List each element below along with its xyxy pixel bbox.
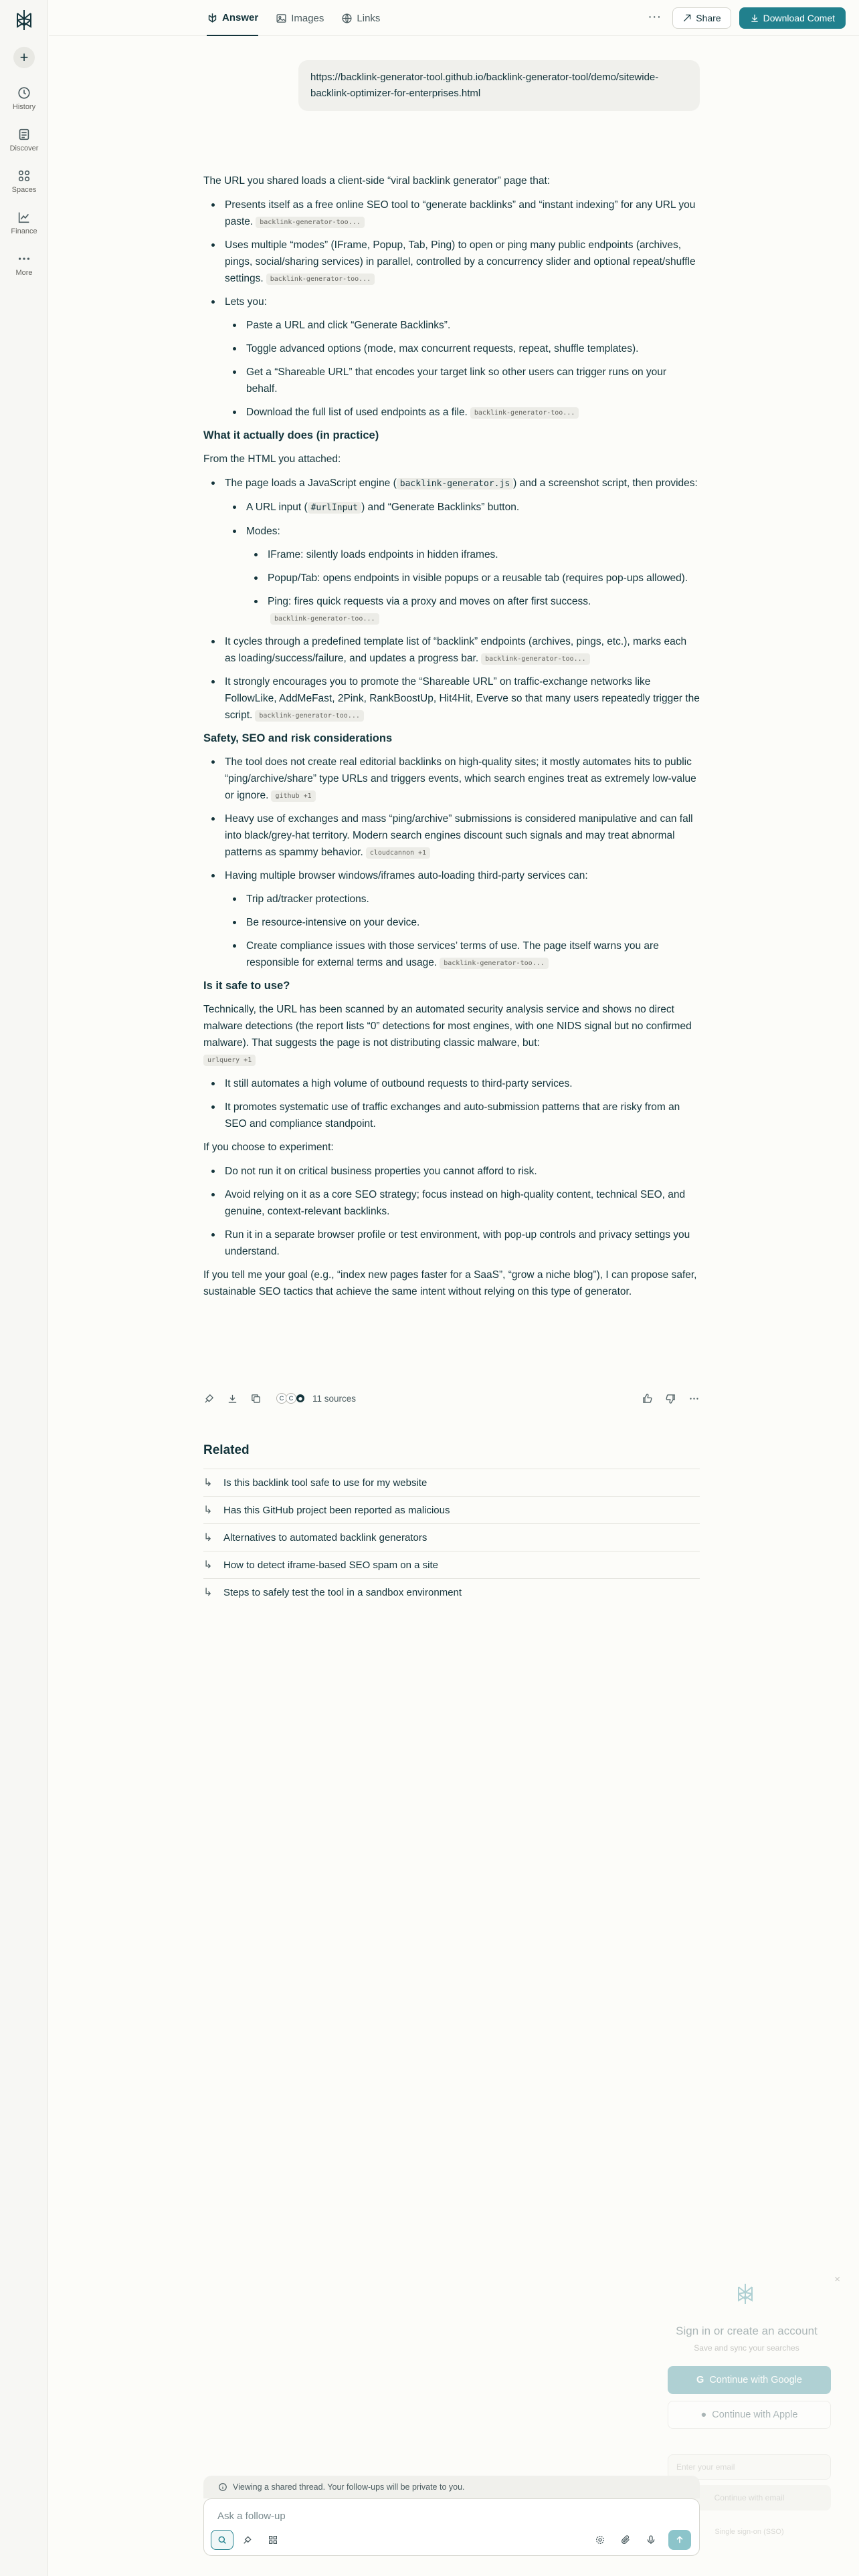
finance-icon bbox=[17, 210, 31, 225]
related-text: Alternatives to automated backlink generators bbox=[223, 1531, 427, 1543]
list-text: Uses multiple “modes” (IFrame, Popup, Tab, Ping) to open or ping many public endpoints (archives, pings, social/sharing services) in parallel, controlled by a concurrency slider and optional repeat/shuffle settings. bbox=[225, 239, 696, 284]
voice-button[interactable] bbox=[643, 2532, 659, 2548]
list-text: It still automates a high volume of outbound requests to third-party services. bbox=[225, 1078, 573, 1089]
submit-button[interactable] bbox=[668, 2530, 691, 2550]
apple-icon: ● bbox=[700, 2409, 707, 2420]
sidebar-nav bbox=[0, 86, 48, 293]
google-icon: G bbox=[696, 2375, 704, 2385]
list-item bbox=[203, 1099, 700, 1132]
left-sidebar bbox=[0, 0, 48, 2576]
perplexity-logo-icon[interactable] bbox=[12, 8, 36, 32]
more-icon[interactable] bbox=[688, 1393, 700, 1404]
list-text: Paste a URL and click “Generate Backlinks”. bbox=[246, 320, 451, 331]
spaces-icon bbox=[17, 169, 31, 183]
list-text: ) and “Generate Backlinks” button. bbox=[361, 502, 520, 513]
citation-chip[interactable]: backlink-generator-too... bbox=[481, 653, 590, 665]
search-icon bbox=[217, 2535, 227, 2545]
image-icon bbox=[276, 13, 287, 24]
list-item bbox=[203, 1226, 700, 1260]
tab-links[interactable] bbox=[341, 0, 380, 36]
list-item bbox=[246, 546, 700, 563]
sidebar-item-history[interactable] bbox=[0, 86, 48, 127]
continue-with-apple-button[interactable] bbox=[668, 2401, 831, 2429]
citation-chip[interactable]: urlquery +1 bbox=[203, 1055, 256, 1066]
globe-icon bbox=[341, 13, 353, 24]
list-item bbox=[203, 475, 700, 627]
close-icon[interactable]: × bbox=[834, 2274, 840, 2285]
list-text: Be resource-intensive on your device. bbox=[246, 917, 420, 928]
reply-arrow-icon: ↳ bbox=[203, 1587, 213, 1598]
list-text: Create compliance issues with those services’ terms of use. The page itself warns you are responsible for external terms and usage. bbox=[246, 940, 659, 968]
bullet-list bbox=[203, 754, 700, 971]
nested-list bbox=[225, 317, 700, 421]
list-text: Toggle advanced options (mode, max concurrent requests, repeat, shuffle templates). bbox=[246, 343, 639, 354]
list-text: Avoid relying on it as a core SEO strategy; focus instead on high-quality content, technical SEO, and genuine, context-relevant backlinks. bbox=[225, 1189, 686, 1217]
list-item bbox=[203, 867, 700, 971]
list-item bbox=[203, 197, 700, 230]
rewrite-icon[interactable] bbox=[203, 1393, 215, 1404]
related-text: Has this GitHub project been reported as malicious bbox=[223, 1504, 450, 1516]
related-item[interactable] bbox=[203, 1496, 700, 1523]
related-text: Steps to safely test the tool in a sandbox environment bbox=[223, 1586, 462, 1598]
github-icon bbox=[295, 1393, 306, 1404]
bullet-list bbox=[203, 1163, 700, 1260]
feedback-actions bbox=[642, 1393, 700, 1404]
list-item bbox=[225, 891, 700, 907]
thumbs-down-icon[interactable] bbox=[665, 1393, 676, 1404]
section-heading: Safety, SEO and risk considerations bbox=[203, 732, 393, 744]
sources-label: 11 sources bbox=[312, 1393, 357, 1404]
list-item bbox=[203, 237, 700, 287]
export-icon[interactable] bbox=[227, 1393, 238, 1404]
top-actions bbox=[644, 7, 846, 29]
nested-list bbox=[225, 499, 700, 627]
list-text: Popup/Tab: opens endpoints in visible popups or a reusable tab (requires pop-ups allowed). bbox=[268, 572, 688, 584]
google-label: Continue with Google bbox=[709, 2375, 802, 2385]
signin-subtitle: Save and sync your searches bbox=[694, 2343, 799, 2353]
paragraph-text: Technically, the URL has been scanned by an automated security analysis service and shows no direct malware detections (the report lists “0” detections for most engines, with one NIDS signal but no confirmed malware). That suggests the page is not distributing classic malware, but: bbox=[203, 1004, 692, 1049]
sidebar-item-more[interactable] bbox=[0, 251, 48, 293]
list-text: Download the full list of used endpoints as a file. bbox=[246, 407, 468, 418]
list-text: Presents itself as a free online SEO tool to “generate backlinks” and “instant indexing” for any URL you paste. bbox=[225, 199, 696, 227]
sidebar-item-label: Discover bbox=[9, 144, 39, 152]
list-text: Lets you: bbox=[225, 296, 267, 308]
list-text: It strongly encourages you to promote the “Shareable URL” on traffic-exchange networks like FollowLike, AddMeFast, 2Pink, RankBoostUp, Hit4Hit, Everve so that many users repeatedly trigger the script. bbox=[225, 676, 700, 721]
citation-chip[interactable]: backlink-generator-too... bbox=[256, 217, 365, 228]
sidebar-item-spaces[interactable] bbox=[0, 169, 48, 210]
list-text: A URL input ( bbox=[246, 502, 308, 513]
download-icon bbox=[750, 13, 759, 23]
download-label: Download Comet bbox=[763, 13, 835, 23]
source-favicon: C bbox=[276, 1393, 287, 1404]
sources-button[interactable] bbox=[276, 1393, 356, 1404]
sidebar-item-label: More bbox=[15, 269, 33, 277]
copy-icon[interactable] bbox=[250, 1393, 262, 1404]
section-heading: What it actually does (in practice) bbox=[203, 429, 379, 441]
research-mode-button[interactable] bbox=[236, 2530, 259, 2550]
bullet-list bbox=[203, 1075, 700, 1132]
tab-label: Links bbox=[357, 12, 381, 24]
arrow-up-icon bbox=[674, 2535, 685, 2545]
list-item bbox=[246, 570, 700, 586]
list-item bbox=[225, 499, 700, 516]
list-item bbox=[225, 404, 700, 421]
result-tabs bbox=[207, 0, 380, 36]
citation-chip[interactable]: backlink-generator-too... bbox=[470, 407, 579, 419]
related-title: Related bbox=[203, 1443, 250, 1457]
reply-arrow-icon: ↳ bbox=[203, 1532, 213, 1543]
list-text: It promotes systematic use of traffic exchanges and auto-submission patterns that are risky from an SEO and compliance standpoint. bbox=[225, 1101, 680, 1130]
answer-body bbox=[203, 173, 700, 1307]
email-field[interactable]: Enter your email bbox=[668, 2454, 831, 2480]
answer-paragraph: If you tell me your goal (e.g., “index new pages faster for a SaaS”, “grow a niche blog”), I can propose safer, sustainable SEO tactics that achieve the same intent without relying on this type of generator. bbox=[203, 1269, 697, 1297]
search-mode-button[interactable] bbox=[211, 2530, 233, 2550]
continue-with-email-button[interactable]: Continue with email bbox=[668, 2485, 831, 2510]
discover-icon bbox=[17, 127, 31, 142]
answer-actions bbox=[203, 1388, 700, 1408]
list-item bbox=[225, 914, 700, 931]
list-item bbox=[203, 633, 700, 667]
sso-link[interactable]: Single sign-on (SSO) bbox=[714, 2528, 784, 2536]
bullet-list bbox=[203, 475, 700, 724]
list-item bbox=[203, 1163, 700, 1180]
notice-text: Viewing a shared thread. Your follow-ups will be private to you. bbox=[233, 2482, 465, 2492]
paperclip-icon bbox=[620, 2535, 631, 2545]
list-item bbox=[225, 938, 700, 971]
tab-answer[interactable] bbox=[207, 0, 258, 36]
list-item bbox=[203, 754, 700, 804]
list-text: Heavy use of exchanges and mass “ping/archive” submissions is considered manipulative and can fall into black/grey-hat territory. Modern search engines discount such signals and may treat abnormal patterns as spammy behavior. bbox=[225, 813, 693, 858]
citation-chip[interactable]: backlink-generator-too... bbox=[270, 613, 379, 625]
answer-paragraph: From the HTML you attached: bbox=[203, 453, 341, 465]
mode-selector bbox=[211, 2530, 284, 2550]
reply-arrow-icon: ↳ bbox=[203, 1477, 213, 1489]
perplexity-logo-icon bbox=[733, 2282, 757, 2306]
history-icon bbox=[17, 86, 31, 100]
new-thread-button[interactable]: + bbox=[13, 47, 35, 68]
sidebar-item-label: Spaces bbox=[11, 186, 37, 194]
more-options-button[interactable]: ··· bbox=[648, 9, 662, 24]
share-button[interactable] bbox=[672, 7, 731, 29]
top-bar bbox=[49, 0, 859, 36]
list-text: Get a “Shareable URL” that encodes your target link so other users can trigger runs on your behalf. bbox=[246, 366, 667, 395]
related-item[interactable] bbox=[203, 1469, 700, 1496]
reply-arrow-icon: ↳ bbox=[203, 1560, 213, 1571]
citation-chip[interactable]: cloudcannon +1 bbox=[366, 847, 430, 859]
list-item bbox=[203, 811, 700, 861]
input-tools bbox=[592, 2530, 691, 2550]
related-item[interactable] bbox=[203, 1523, 700, 1551]
settings-button[interactable] bbox=[592, 2532, 608, 2548]
answer-paragraph: The URL you shared loads a client-side “viral backlink generator” page that: bbox=[203, 175, 551, 187]
related-text: Is this backlink tool safe to use for my website bbox=[223, 1477, 427, 1489]
list-text: ) and a screenshot script, then provides: bbox=[513, 477, 698, 489]
tab-label: Images bbox=[291, 12, 324, 24]
info-icon bbox=[218, 2482, 227, 2492]
list-text: The tool does not create real editorial backlinks on high-quality sites; it mostly automates hits to public “ping/archive/share” type URLs and triggers events, which search engines treat as extremely low-value or ignore. bbox=[225, 756, 696, 801]
list-text: IFrame: silently loads endpoints in hidden iframes. bbox=[268, 549, 498, 560]
sidebar-item-label: History bbox=[12, 103, 36, 111]
answer-icon bbox=[207, 12, 218, 23]
list-item bbox=[203, 1075, 700, 1092]
microphone-icon bbox=[646, 2535, 656, 2545]
thumbs-up-icon[interactable] bbox=[642, 1393, 653, 1404]
list-text: Trip ad/tracker protections. bbox=[246, 893, 369, 905]
related-item[interactable] bbox=[203, 1551, 700, 1578]
list-text: Having multiple browser windows/iframes auto-loading third-party services can: bbox=[225, 870, 588, 881]
list-text: The page loads a JavaScript engine ( bbox=[225, 477, 397, 489]
sidebar-item-finance[interactable] bbox=[0, 210, 48, 251]
list-item bbox=[225, 364, 700, 397]
continue-with-google-button[interactable] bbox=[668, 2366, 831, 2394]
list-item bbox=[225, 317, 700, 334]
list-item bbox=[203, 1186, 700, 1220]
list-item bbox=[203, 294, 700, 421]
list-text: Run it in a separate browser profile or test environment, with pop-up controls and privacy settings you understand. bbox=[225, 1229, 690, 1257]
download-comet-button[interactable] bbox=[739, 7, 846, 29]
user-query: https://backlink-generator-tool.github.io/backlink-generator-tool/demo/sitewide-backlink-optimizer-for-enterprises.html bbox=[298, 60, 700, 111]
bullet-list bbox=[203, 197, 700, 421]
list-text: It cycles through a predefined template list of “backlink” endpoints (archives, pings, etc.), marks each as loading/success/failure, and updates a progress bar. bbox=[225, 636, 687, 664]
list-item bbox=[225, 523, 700, 627]
signin-title: Sign in or create an account bbox=[676, 2325, 818, 2337]
answer-paragraph: If you choose to experiment: bbox=[203, 1142, 334, 1153]
apple-label: Continue with Apple bbox=[712, 2409, 798, 2420]
list-item bbox=[246, 593, 700, 627]
list-text: Modes: bbox=[246, 526, 280, 537]
reply-arrow-icon: ↳ bbox=[203, 1505, 213, 1516]
citation-chip[interactable]: backlink-generator-too... bbox=[266, 274, 375, 285]
followup-box bbox=[203, 2498, 700, 2556]
list-item bbox=[225, 340, 700, 357]
tab-label: Answer bbox=[222, 11, 259, 23]
list-text: Do not run it on critical business properties you cannot afford to risk. bbox=[225, 1166, 537, 1177]
attach-button[interactable] bbox=[617, 2532, 634, 2548]
research-icon bbox=[242, 2535, 253, 2545]
inline-code: #urlInput bbox=[308, 502, 361, 514]
more-icon bbox=[17, 251, 31, 266]
share-icon bbox=[682, 13, 692, 23]
gear-icon bbox=[595, 2535, 605, 2545]
citation-chip[interactable]: backlink-generator-too... bbox=[255, 710, 364, 722]
labs-mode-button[interactable] bbox=[262, 2530, 284, 2550]
list-item bbox=[203, 673, 700, 724]
followup-input[interactable] bbox=[217, 2507, 686, 2525]
nested-list bbox=[225, 891, 700, 971]
related-section bbox=[203, 1443, 700, 1606]
nested-list bbox=[246, 546, 700, 627]
citation-chip[interactable]: backlink-generator-too... bbox=[440, 958, 549, 969]
sidebar-item-discover[interactable] bbox=[0, 127, 48, 169]
inline-code: backlink-generator.js bbox=[397, 478, 513, 490]
related-text: How to detect iframe-based SEO spam on a site bbox=[223, 1559, 438, 1571]
list-text: Ping: fires quick requests via a proxy and moves on after first success. bbox=[268, 596, 591, 607]
section-heading: Is it safe to use? bbox=[203, 980, 290, 992]
citation-chip[interactable]: github +1 bbox=[271, 790, 315, 802]
answer-paragraph bbox=[203, 1001, 700, 1068]
share-label: Share bbox=[696, 13, 721, 23]
grid-icon bbox=[268, 2535, 278, 2545]
related-item[interactable] bbox=[203, 1578, 700, 1606]
source-favicon: C bbox=[286, 1393, 296, 1404]
sidebar-item-label: Finance bbox=[11, 227, 37, 235]
tab-images[interactable] bbox=[276, 0, 324, 36]
shared-thread-notice bbox=[203, 2476, 700, 2498]
